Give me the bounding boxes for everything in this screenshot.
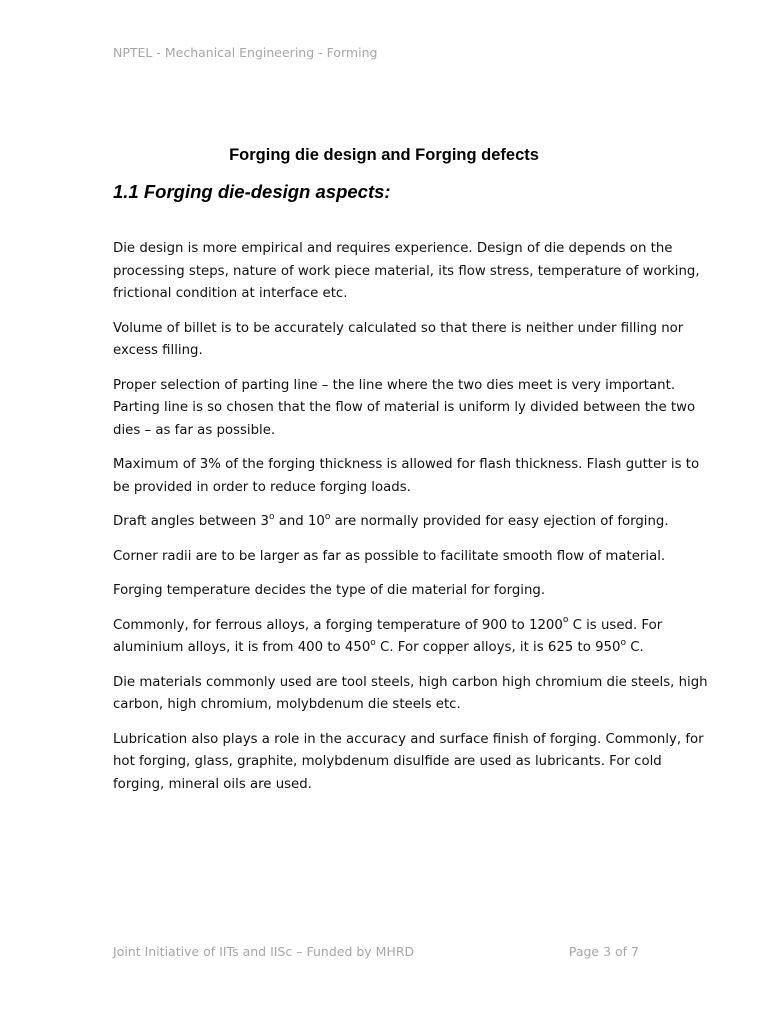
paragraph-flash-thickness <box>113 454 700 499</box>
paragraph-alloy-temperatures <box>113 615 673 660</box>
text-line <box>113 615 673 638</box>
text-line: Die design is more empirical and requires experience. Design of die depends on the <box>113 241 673 256</box>
text-segment: and 10 <box>274 514 325 529</box>
text-segment: C. <box>625 640 644 655</box>
text-line: hot forging, glass, graphite, molybdenum disulfide are used as lubricants. For cold <box>113 754 662 769</box>
text-line: excess filling. <box>113 343 203 358</box>
text-line <box>113 511 673 534</box>
paragraph-parting-line <box>113 375 696 443</box>
document-title: Forging die design and Forging defects <box>229 146 539 164</box>
degree-superscript: o <box>620 637 626 648</box>
text-line: Corner radii are to be larger as far as possible to facilitate smooth flow of material. <box>113 548 666 564</box>
text-segment: Commonly, for ferrous alloys, a forging temperature of 900 to 1200 <box>113 617 563 633</box>
text-segment: Draft angles between 3 <box>113 514 269 529</box>
text-line: processing steps, nature of work piece material, its flow stress, temperature of working, <box>113 263 700 279</box>
text-line: Volume of billet is to be accurately calculated so that there is neither under filling nor <box>113 320 684 336</box>
text-line: Forging temperature decides the type of die material for forging. <box>113 583 546 598</box>
paragraph-draft-angles <box>113 511 673 534</box>
text-line: be provided in order to reduce forging loads. <box>113 479 411 495</box>
degree-superscript: o <box>268 511 275 522</box>
paragraph-corner-radii <box>113 546 673 569</box>
paragraph-billet-volume <box>113 318 684 363</box>
paragraph-die-materials <box>113 672 708 717</box>
paragraph-lubrication <box>113 729 704 797</box>
text-line <box>113 637 673 660</box>
document-body <box>113 238 708 808</box>
text-line: Maximum of 3% of the forging thickness is allowed for flash thickness. Flash gutter is to <box>113 457 700 472</box>
degree-superscript: o <box>562 615 569 626</box>
paragraph-die-design <box>113 238 700 306</box>
degree-superscript: o <box>370 637 376 648</box>
text-line: Parting line is so chosen that the flow of material is uniform ly divided between the two <box>113 400 696 415</box>
page-header: NPTEL - Mechanical Engineering - Forming <box>113 45 378 60</box>
text-line: frictional condition at interface etc. <box>113 286 348 301</box>
text-line: forging, mineral oils are used. <box>113 776 312 792</box>
text-segment: aluminium alloys, it is from 400 to 450 <box>113 640 371 655</box>
text-segment: C is used. For <box>568 617 663 633</box>
text-line: Die materials commonly used are tool steels, high carbon high chromium die steels, high <box>113 674 708 690</box>
page-number: Page 3 of 7 <box>568 944 639 959</box>
text-segment: C. For copper alloys, it is 625 to 950 <box>375 640 621 655</box>
text-line: carbon, high chromium, molybdenum die steels etc. <box>113 697 461 712</box>
paragraph-forging-temperature <box>113 580 673 603</box>
text-line: Proper selection of parting line – the line where the two dies meet is very important. <box>113 377 676 393</box>
page-footer-credit: Joint Initiative of IITs and IISc – Funded by MHRD <box>113 944 415 959</box>
text-segment: are normally provided for easy ejection of forging. <box>330 514 669 529</box>
degree-superscript: o <box>324 511 331 522</box>
text-line: dies – as far as possible. <box>113 422 276 438</box>
section-heading: 1.1 Forging die-design aspects: <box>113 181 391 202</box>
text-line: Lubrication also plays a role in the accuracy and surface finish of forging. Commonly, for <box>113 731 704 747</box>
